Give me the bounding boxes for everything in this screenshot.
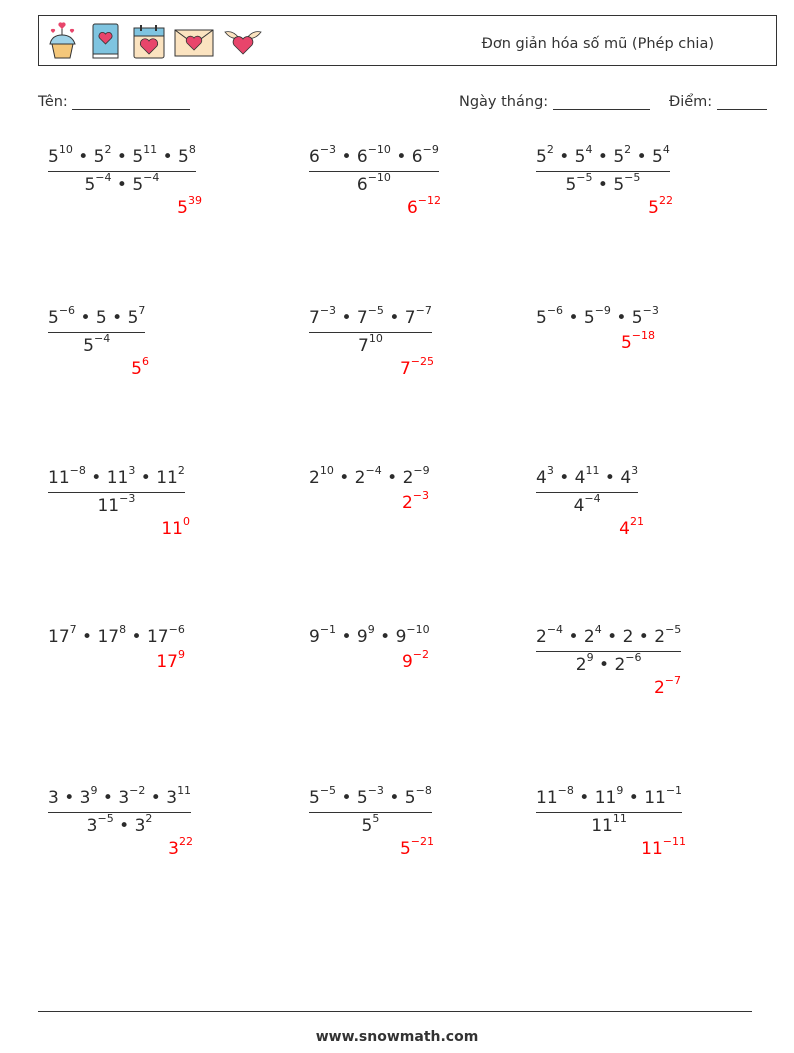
multiply-dot: •	[64, 788, 75, 808]
power-base: 5	[132, 175, 144, 195]
multiply-dot: •	[597, 147, 608, 167]
fraction-bar	[48, 492, 185, 493]
header-box	[38, 15, 777, 66]
power-exponent: −3	[412, 489, 429, 503]
answer-6	[620, 329, 655, 353]
power-base: 5	[132, 147, 144, 167]
power-exponent: 0	[183, 515, 190, 529]
problem-2	[309, 143, 439, 196]
denominator	[536, 651, 681, 676]
multiply-dot: •	[559, 468, 570, 488]
power-base: 11	[48, 468, 70, 488]
multiply-dot: •	[638, 627, 649, 647]
power-exponent: 2	[624, 143, 632, 157]
answer-10	[156, 648, 185, 672]
numerator	[536, 784, 683, 809]
power-exponent: −5	[319, 784, 337, 798]
power-exponent: −6	[546, 304, 564, 318]
score-field[interactable]	[669, 94, 767, 110]
multiply-dot: •	[616, 308, 627, 328]
power-exponent: −1	[319, 623, 337, 637]
multiply-dot: •	[162, 147, 173, 167]
denominator	[48, 332, 145, 357]
power-base: 9	[356, 627, 368, 647]
fraction-bar	[309, 812, 432, 813]
power-exponent: 11	[585, 464, 600, 478]
fraction-bar	[536, 651, 681, 652]
multiply-dot: •	[607, 627, 618, 647]
denominator	[309, 812, 432, 837]
power-exponent: −12	[417, 194, 441, 208]
power-base: 5	[177, 198, 188, 218]
power-exponent: −9	[594, 304, 611, 318]
power-base: 11	[641, 839, 663, 859]
multiply-dot: •	[597, 175, 608, 195]
answer-9	[619, 515, 644, 539]
power-exponent: 11	[143, 143, 158, 157]
power-base: 5	[631, 308, 643, 328]
calendar-heart-icon	[130, 20, 167, 62]
name-field[interactable]	[38, 94, 190, 110]
multiply-dot: •	[628, 788, 639, 808]
power-base: 5	[356, 788, 368, 808]
power-base: 4	[619, 519, 630, 539]
power-base: 2	[536, 627, 547, 647]
power-exponent: −18	[631, 329, 655, 343]
power-base: 5	[583, 308, 595, 328]
multiply-dot: •	[380, 627, 391, 647]
score-line[interactable]	[717, 94, 767, 110]
power-exponent: 2	[145, 812, 153, 826]
numerator	[48, 143, 196, 168]
power-exponent: −6	[58, 304, 76, 318]
answer-12	[653, 674, 681, 698]
power-base: 11	[594, 788, 617, 808]
power-base: 4	[574, 468, 586, 488]
power-base: 5	[620, 333, 632, 353]
winged-heart-icon	[221, 20, 265, 62]
power-exponent: 22	[659, 194, 673, 208]
power-exponent: 10	[319, 464, 334, 478]
power-base: 11	[156, 468, 178, 488]
multiply-dot: •	[396, 147, 407, 167]
icon-strip	[44, 20, 265, 62]
power-base: 4	[536, 468, 547, 488]
answer-11	[401, 648, 429, 672]
power-base: 5	[574, 147, 586, 167]
answer-8	[401, 489, 429, 513]
power-base: 5	[309, 788, 320, 808]
power-exponent: −5	[665, 623, 682, 637]
denominator	[48, 171, 196, 196]
power-base: 7	[404, 308, 416, 328]
power-exponent: −7	[415, 304, 432, 318]
power-base: 3	[134, 816, 146, 836]
answer-5	[399, 355, 434, 379]
answer-15	[641, 835, 686, 859]
power-base: 2	[614, 655, 626, 675]
power-exponent: −25	[410, 355, 434, 369]
power-exponent: −21	[410, 835, 434, 849]
power-exponent: −8	[69, 464, 86, 478]
power-exponent: 9	[178, 648, 185, 662]
multiply-dot: •	[341, 788, 352, 808]
power-base: 5	[648, 198, 659, 218]
power-exponent: −3	[319, 304, 337, 318]
power-exponent: 8	[119, 623, 127, 637]
power-base: 17	[146, 627, 169, 647]
numerator	[309, 623, 430, 648]
power-base: 5	[613, 147, 625, 167]
multiply-dot: •	[80, 308, 91, 328]
answer-14	[399, 835, 434, 859]
power-base: 2	[622, 627, 634, 647]
power-exponent: −5	[367, 304, 384, 318]
cupcake-hearts-icon	[44, 20, 81, 62]
denominator	[536, 492, 638, 517]
footer-divider	[38, 1011, 752, 1012]
power-base: 4	[620, 468, 632, 488]
problem-7	[48, 464, 185, 517]
power-base: 5	[613, 175, 625, 195]
power-base: 5	[95, 308, 107, 328]
power-base: 4	[573, 496, 585, 516]
valentine-book-icon	[87, 20, 124, 62]
numerator	[48, 623, 185, 648]
power-exponent: −4	[143, 171, 160, 185]
power-base: 5	[48, 147, 59, 167]
numerator	[309, 464, 430, 489]
multiply-dot: •	[341, 308, 352, 328]
problem-8	[309, 464, 430, 489]
multiply-dot: •	[150, 788, 161, 808]
problem-4	[48, 304, 146, 357]
denominator	[48, 812, 191, 837]
power-exponent: −2	[129, 784, 146, 798]
power-base: 11	[591, 816, 613, 836]
fraction-bar	[48, 812, 191, 813]
fraction-bar	[536, 171, 670, 172]
numerator	[309, 143, 439, 168]
power-base: 7	[356, 308, 368, 328]
power-base: 3	[166, 788, 178, 808]
numerator	[309, 304, 432, 329]
multiply-dot: •	[119, 816, 130, 836]
fraction-bar	[536, 812, 682, 813]
problem-5	[309, 304, 432, 357]
multiply-dot: •	[568, 308, 579, 328]
multiply-dot: •	[559, 147, 570, 167]
power-exponent: −5	[97, 812, 114, 826]
power-exponent: 7	[138, 304, 146, 318]
multiply-dot: •	[82, 627, 93, 647]
power-base: 2	[354, 468, 366, 488]
worksheet-title: Đơn giản hóa số mũ (Phép chia)	[481, 36, 714, 52]
power-exponent: 3	[128, 464, 136, 478]
power-base: 5	[48, 308, 59, 328]
power-base: 6	[406, 198, 418, 218]
power-base: 17	[97, 627, 120, 647]
numerator	[48, 784, 192, 809]
power-base: 11	[106, 468, 129, 488]
multiply-dot: •	[387, 468, 398, 488]
answer-7	[161, 515, 190, 539]
date-line[interactable]	[553, 94, 650, 110]
power-exponent: 22	[179, 835, 193, 849]
power-base: 9	[395, 627, 407, 647]
multiply-dot: •	[339, 468, 350, 488]
power-base: 2	[309, 468, 320, 488]
power-exponent: 2	[177, 464, 185, 478]
name-line[interactable]	[72, 94, 190, 110]
power-base: 2	[654, 627, 666, 647]
power-exponent: −4	[365, 464, 382, 478]
date-label: Ngày tháng:	[459, 94, 549, 110]
multiply-dot: •	[116, 147, 127, 167]
multiply-dot: •	[102, 788, 113, 808]
name-label: Tên:	[38, 94, 68, 110]
power-exponent: −2	[412, 648, 429, 662]
numerator	[536, 143, 670, 168]
multiply-dot: •	[341, 627, 352, 647]
power-exponent: −8	[557, 784, 574, 798]
power-base: 3	[79, 788, 91, 808]
multiply-dot: •	[579, 788, 590, 808]
power-exponent: 6	[142, 355, 149, 369]
power-exponent: −8	[415, 784, 432, 798]
power-base: 3	[118, 788, 130, 808]
power-exponent: 4	[594, 623, 602, 637]
power-base: 3	[86, 816, 98, 836]
power-base: 5	[404, 788, 416, 808]
power-base: 5	[399, 839, 411, 859]
date-field[interactable]	[459, 94, 650, 110]
power-exponent: −10	[367, 171, 391, 185]
numerator	[536, 623, 682, 648]
power-base: 9	[309, 627, 320, 647]
power-base: 2	[583, 627, 595, 647]
numerator	[536, 464, 639, 489]
multiply-dot: •	[568, 627, 579, 647]
power-exponent: 10	[368, 332, 383, 346]
power-base: 11	[644, 788, 666, 808]
power-exponent: 11	[612, 812, 627, 826]
power-exponent: −6	[625, 651, 642, 665]
power-base: 9	[401, 652, 413, 672]
power-base: 6	[309, 147, 320, 167]
numerator	[309, 784, 432, 809]
power-exponent: 21	[630, 515, 644, 529]
multiply-dot: •	[341, 147, 352, 167]
power-base: 11	[97, 496, 120, 516]
power-exponent: 9	[367, 623, 375, 637]
power-base: 7	[399, 359, 411, 379]
multiply-dot: •	[636, 147, 647, 167]
power-exponent: −4	[94, 332, 111, 346]
power-exponent: 4	[662, 143, 670, 157]
problem-12	[536, 623, 682, 676]
power-exponent: −9	[422, 143, 439, 157]
denominator	[48, 492, 185, 517]
power-base: 11	[536, 788, 558, 808]
power-exponent: −6	[168, 623, 185, 637]
power-exponent: −10	[367, 143, 391, 157]
power-exponent: −10	[406, 623, 430, 637]
power-base: 2	[401, 493, 413, 513]
problem-10	[48, 623, 185, 648]
answer-4	[131, 355, 149, 379]
power-exponent: 9	[586, 651, 594, 665]
love-letter-icon	[173, 20, 215, 62]
power-base: 3	[168, 839, 179, 859]
power-exponent: −5	[624, 171, 641, 185]
power-base: 5	[127, 308, 139, 328]
power-exponent: −11	[662, 835, 686, 849]
power-base: 3	[48, 788, 59, 808]
multiply-dot: •	[131, 627, 142, 647]
power-base: 2	[653, 678, 665, 698]
problem-13	[48, 784, 192, 837]
power-exponent: 9	[90, 784, 98, 798]
answer-13	[168, 835, 193, 859]
power-exponent: −5	[576, 171, 593, 185]
multiply-dot: •	[112, 308, 123, 328]
problem-1	[48, 143, 196, 196]
power-base: 5	[565, 175, 577, 195]
power-exponent: −4	[95, 171, 112, 185]
numerator	[48, 464, 185, 489]
denominator	[309, 332, 432, 357]
power-exponent: 11	[177, 784, 192, 798]
power-base: 6	[411, 147, 423, 167]
answer-2	[406, 194, 441, 218]
denominator	[536, 812, 682, 837]
power-exponent: −3	[367, 784, 384, 798]
problem-6	[536, 304, 659, 329]
power-base: 5	[652, 147, 663, 167]
power-base: 5	[536, 308, 547, 328]
power-base: 5	[536, 147, 547, 167]
power-exponent: 39	[188, 194, 202, 208]
power-exponent: −4	[584, 492, 601, 506]
multiply-dot: •	[599, 655, 610, 675]
numerator	[536, 304, 659, 329]
power-base: 17	[48, 627, 70, 647]
power-exponent: 7	[69, 623, 77, 637]
power-base: 6	[356, 147, 368, 167]
power-base: 6	[356, 175, 368, 195]
multiply-dot: •	[91, 468, 102, 488]
power-exponent: −3	[119, 492, 136, 506]
footer-url[interactable]: www.snowmath.com	[315, 1029, 479, 1045]
answer-1	[177, 194, 202, 218]
power-exponent: −3	[642, 304, 659, 318]
power-exponent: 9	[616, 784, 624, 798]
power-exponent: 2	[546, 143, 554, 157]
power-exponent: −4	[546, 623, 564, 637]
score-label: Điểm:	[669, 94, 713, 110]
power-base: 17	[156, 652, 178, 672]
fraction-bar	[48, 171, 196, 172]
multiply-dot: •	[78, 147, 89, 167]
power-base: 5	[178, 147, 189, 167]
power-exponent: 3	[631, 464, 639, 478]
power-base: 5	[84, 175, 96, 195]
multiply-dot: •	[389, 788, 400, 808]
problem-3	[536, 143, 670, 196]
power-base: 5	[361, 816, 373, 836]
power-exponent: 2	[104, 143, 112, 157]
denominator	[536, 171, 670, 196]
power-base: 5	[83, 336, 94, 356]
power-exponent: 5	[372, 812, 380, 826]
problem-9	[536, 464, 639, 517]
multiply-dot: •	[389, 308, 400, 328]
power-base: 7	[358, 336, 369, 356]
power-exponent: 8	[188, 143, 196, 157]
power-base: 11	[161, 519, 183, 539]
power-base: 5	[131, 359, 142, 379]
power-base: 7	[309, 308, 320, 328]
problem-15	[536, 784, 683, 837]
multiply-dot: •	[140, 468, 151, 488]
power-exponent: 3	[546, 464, 554, 478]
problem-11	[309, 623, 430, 648]
power-base: 2	[575, 655, 587, 675]
power-exponent: 10	[58, 143, 73, 157]
multiply-dot: •	[116, 175, 127, 195]
denominator	[309, 171, 439, 196]
power-exponent: −3	[319, 143, 337, 157]
numerator	[48, 304, 146, 329]
power-base: 2	[402, 468, 414, 488]
multiply-dot: •	[604, 468, 615, 488]
power-base: 5	[93, 147, 105, 167]
power-exponent: −7	[664, 674, 681, 688]
power-exponent: −1	[665, 784, 683, 798]
power-exponent: −9	[413, 464, 430, 478]
problem-14	[309, 784, 432, 837]
answer-3	[648, 194, 673, 218]
power-exponent: 4	[585, 143, 593, 157]
